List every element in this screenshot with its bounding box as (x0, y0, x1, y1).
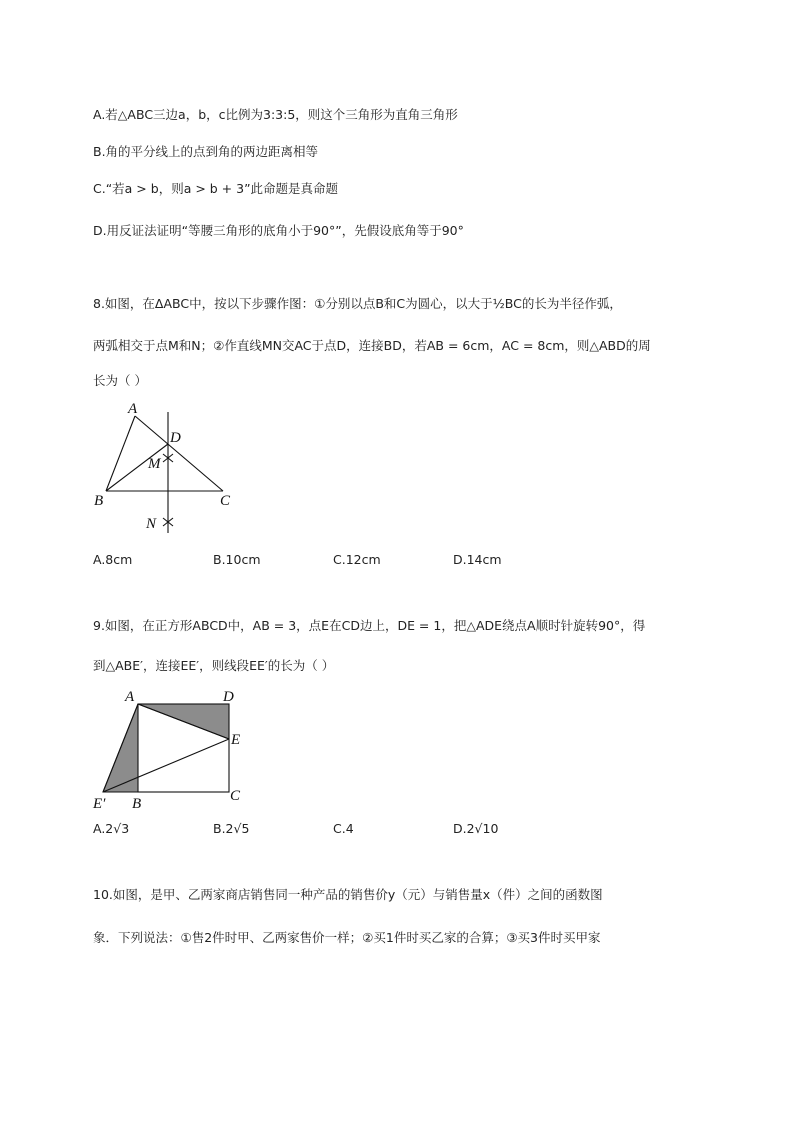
segment-ac (135, 416, 223, 491)
q9-stem-line-2: 到△ABE′，连接EE′，则线段EE′的长为（ ） (93, 658, 335, 673)
q8-option-a: A.8cm (93, 552, 133, 567)
label-b: B (132, 796, 142, 812)
q8-option-c: C.12cm (333, 552, 381, 567)
label-c: C (230, 788, 241, 804)
q9-option-b: B.2√5 (213, 821, 250, 836)
label-c: C (220, 493, 231, 509)
q7-option-c: C.“若a > b，则a > b + 3”此命题是真命题 (93, 181, 339, 196)
q10-stem-line-1: 10.如图，是甲、乙两家商店销售同一种产品的销售价y（元）与销售量x（件）之间的函数图 (93, 887, 603, 902)
label-a: A (125, 689, 135, 705)
q10-stem-line-2: 象．下列说法：①售2件时甲、乙两家售价一样；②买1件时买乙家的合算；③买3件时买甲家 (93, 930, 601, 945)
q7-option-a: A.若△ABC三边a，b，c比例为3:3:5，则这个三角形为直角三角形 (93, 107, 458, 122)
q8-triangle-figure (88, 398, 248, 538)
q8-option-b: B.10cm (213, 552, 261, 567)
label-e: E (231, 732, 241, 748)
q8-stem-line-2: 两弧相交于点M和N；②作直线MN交AC于点D，连接BD，若AB = 6cm，AC = 8cm，则△ABD的周 (93, 338, 651, 353)
label-b: B (94, 493, 104, 509)
q8-stem-line-1: 8.如图，在ΔABC中，按以下步骤作图：①分别以点B和C为圆心，以大于½BC的长为半径作弧， (93, 296, 622, 311)
q7-option-b: B.角的平分线上的点到角的两边距离相等 (93, 144, 319, 159)
q9-option-d: D.2√10 (453, 821, 499, 836)
label-e-prime: E′ (93, 796, 106, 812)
label-d: D (223, 689, 234, 705)
q8-option-d: D.14cm (453, 552, 502, 567)
label-a: A (128, 401, 138, 417)
label-n: N (146, 516, 157, 532)
q7-option-d: D.用反证法证明“等腰三角形的底角小于90°”，先假设底角等于90° (93, 223, 464, 238)
q8-stem-line-3: 长为（ ） (93, 373, 147, 388)
q9-option-c: C.4 (333, 821, 354, 836)
label-m: M (148, 456, 161, 472)
q9-square-figure (88, 684, 258, 814)
q9-option-a: A.2√3 (93, 821, 130, 836)
label-d: D (170, 430, 181, 446)
q9-stem-line-1: 9.如图，在正方形ABCD中，AB = 3，点E在CD边上，DE = 1，把△ADE绕点A顺时针旋转90°，得 (93, 618, 646, 633)
